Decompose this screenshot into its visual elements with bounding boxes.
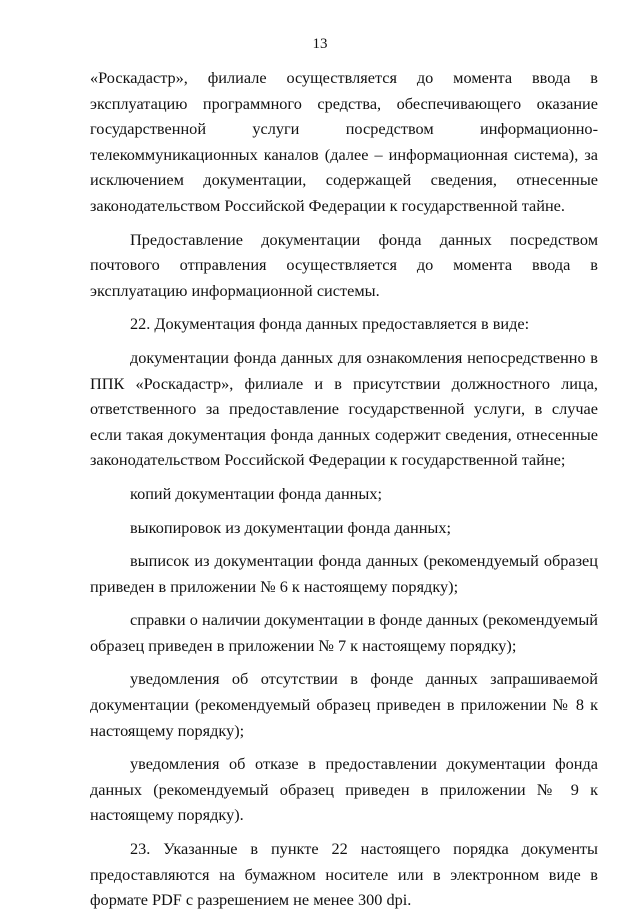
list-item-extracts-copies: выкопировок из документации фонда данных; [130, 517, 452, 537]
page-number: 13 [312, 36, 328, 52]
paragraph-continuation: «Роскадастр», филиале осуществляется до момента ввода в эксплуатацию программного средства, обеспечивающего оказание государственной услуги посредством информационно-телекоммуникационных каналов (далее – информационная система), за исключением документации, содержащей сведения, отнесенные законодательством Российской Федерации к государственной тайне. [90, 68, 598, 215]
list-item-absence-notice: уведомления об отсутствии в фонде данных запрашиваемой документации (рекомендуемый образец приведен в приложении № 8 к настоящему порядку); [90, 669, 598, 740]
list-item-certificate: справки о наличии документации в фонде данных (рекомендуемый образец приведен в приложении № 7 к настоящему порядку); [90, 610, 598, 655]
list-item-extracts: выписок из документации фонда данных (рекомендуемый образец приведен в приложении № 6 к настоящему порядку); [90, 551, 598, 596]
list-item-copies: копий документации фонда данных; [130, 483, 382, 503]
paragraph-item-23: 23. Указанные в пункте 22 настоящего порядка документы предоставляются на бумажном носителе или в электронном виде в формате PDF с разрешением не менее 300 dpi. [90, 839, 598, 910]
list-item-documentation-review: документации фонда данных для ознакомления непосредственно в ППК «Роскадастр», филиале и в присутствии должностного лица, ответственного за предоставление государственной услуги, в случае если такая документация фонда данных содержит сведения, отнесенные законодательством Российской Федерации к государственной тайне; [90, 347, 598, 470]
document-body [90, 65, 598, 913]
paragraph-item-22: 22. Документация фонда данных предоставляется в виде: [130, 314, 530, 334]
list-item-refusal-notice: уведомления об отказе в предоставлении документации фонда данных (рекомендуемый образец приведен в приложении № 9 к настоящему порядку). [90, 754, 598, 825]
paragraph-postal-delivery: Предоставление документации фонда данных посредством почтового отправления осуществляется до момента ввода в эксплуатацию информационной системы. [90, 229, 598, 300]
